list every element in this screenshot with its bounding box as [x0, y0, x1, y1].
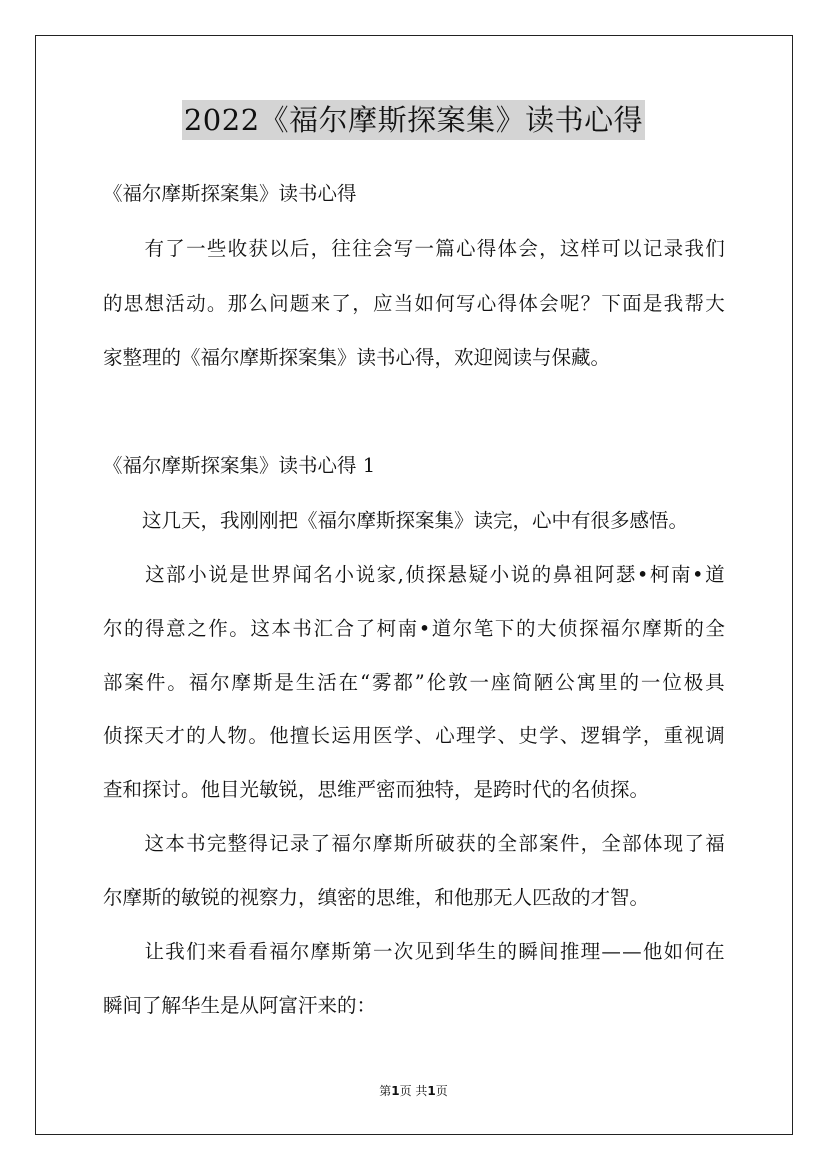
intro-line-1: 有 了 一 些 收 获 以 后 ， 往 往 会 写 一 篇 心 得 体 会 ， 这 样 可 以 记 录 我 们 [144, 237, 725, 260]
page-footer [0, 1082, 827, 1100]
body-line-3: 尔 的 得 意 之 作 。 这 本 书 汇 合 了 柯 南 • 道 尔 笔 下 的 大 侦 探 福 尔 摩 斯 的 全 [103, 617, 725, 640]
body-line-10: 瞬间了解华生是从阿富汗来的： [103, 994, 377, 1017]
footer-page-mid: 页 共 [399, 1084, 428, 1098]
body-line-7: 这 本 书 完 整 得 记 录 了 福 尔 摩 斯 所 破 获 的 全 部 案 件 ， 全 部 体 现 了 福 [144, 832, 725, 855]
body-line-9: 让 我 们 来 看 看 福 尔 摩 斯 第 一 次 见 到 华 生 的 瞬 间 推 理 — — 他 如 何 在 [144, 940, 725, 963]
body-line-2: 这 部 小 说 是 世 界 闻 名 小 说 家 , 侦 探 悬 疑 小 说 的 鼻 祖 阿 瑟 • 柯 南 • 道 [145, 563, 725, 586]
body-line-5: 侦 探 天 才 的 人 物 。 他 擅 长 运 用 医 学 、 心 理 学 、 史 学 、 逻 辑 学 ， 重 视 调 [103, 724, 725, 747]
body-line-8: 尔摩斯的敏锐的视察力，缜密的思维，和他那无人匹敌的才智。 [103, 886, 650, 909]
footer-page-total: 1 [427, 1084, 436, 1098]
footer-page-prefix: 第 [379, 1084, 392, 1098]
document-title: 2022《福尔摩斯探案集》读书心得 [182, 100, 645, 140]
intro-line-3: 家整理的《福尔摩斯探案集》读书心得，欢迎阅读与保藏。 [103, 346, 611, 369]
footer-page-suffix: 页 [435, 1084, 448, 1098]
body-line-4: 部 案 件 。 福 尔 摩 斯 是 生 活 在 “ 雾 都 ” 伦 敦 一 座 简 陋 公 寓 里 的 一 位 极 具 [103, 671, 725, 694]
intro-line-2: 的 思 想 活 动 。 那 么 问 题 来 了 ， 应 当 如 何 写 心 得 体 会 呢 ？ 下 面 是 我 帮 大 [103, 292, 725, 315]
footer-page-number: 1 [391, 1084, 400, 1098]
body-line-1: 这几天，我刚刚把《福尔摩斯探案集》读完，心中有很多感悟。 [142, 509, 689, 532]
section-heading-1: 《福尔摩斯探案集》读书心得 1 [103, 454, 376, 477]
body-line-6: 查和探讨。他目光敏锐，思维严密而独特，是跨时代的名侦探。 [103, 778, 650, 801]
subtitle: 《福尔摩斯探案集》读书心得 [103, 182, 357, 205]
title-container [0, 100, 827, 140]
